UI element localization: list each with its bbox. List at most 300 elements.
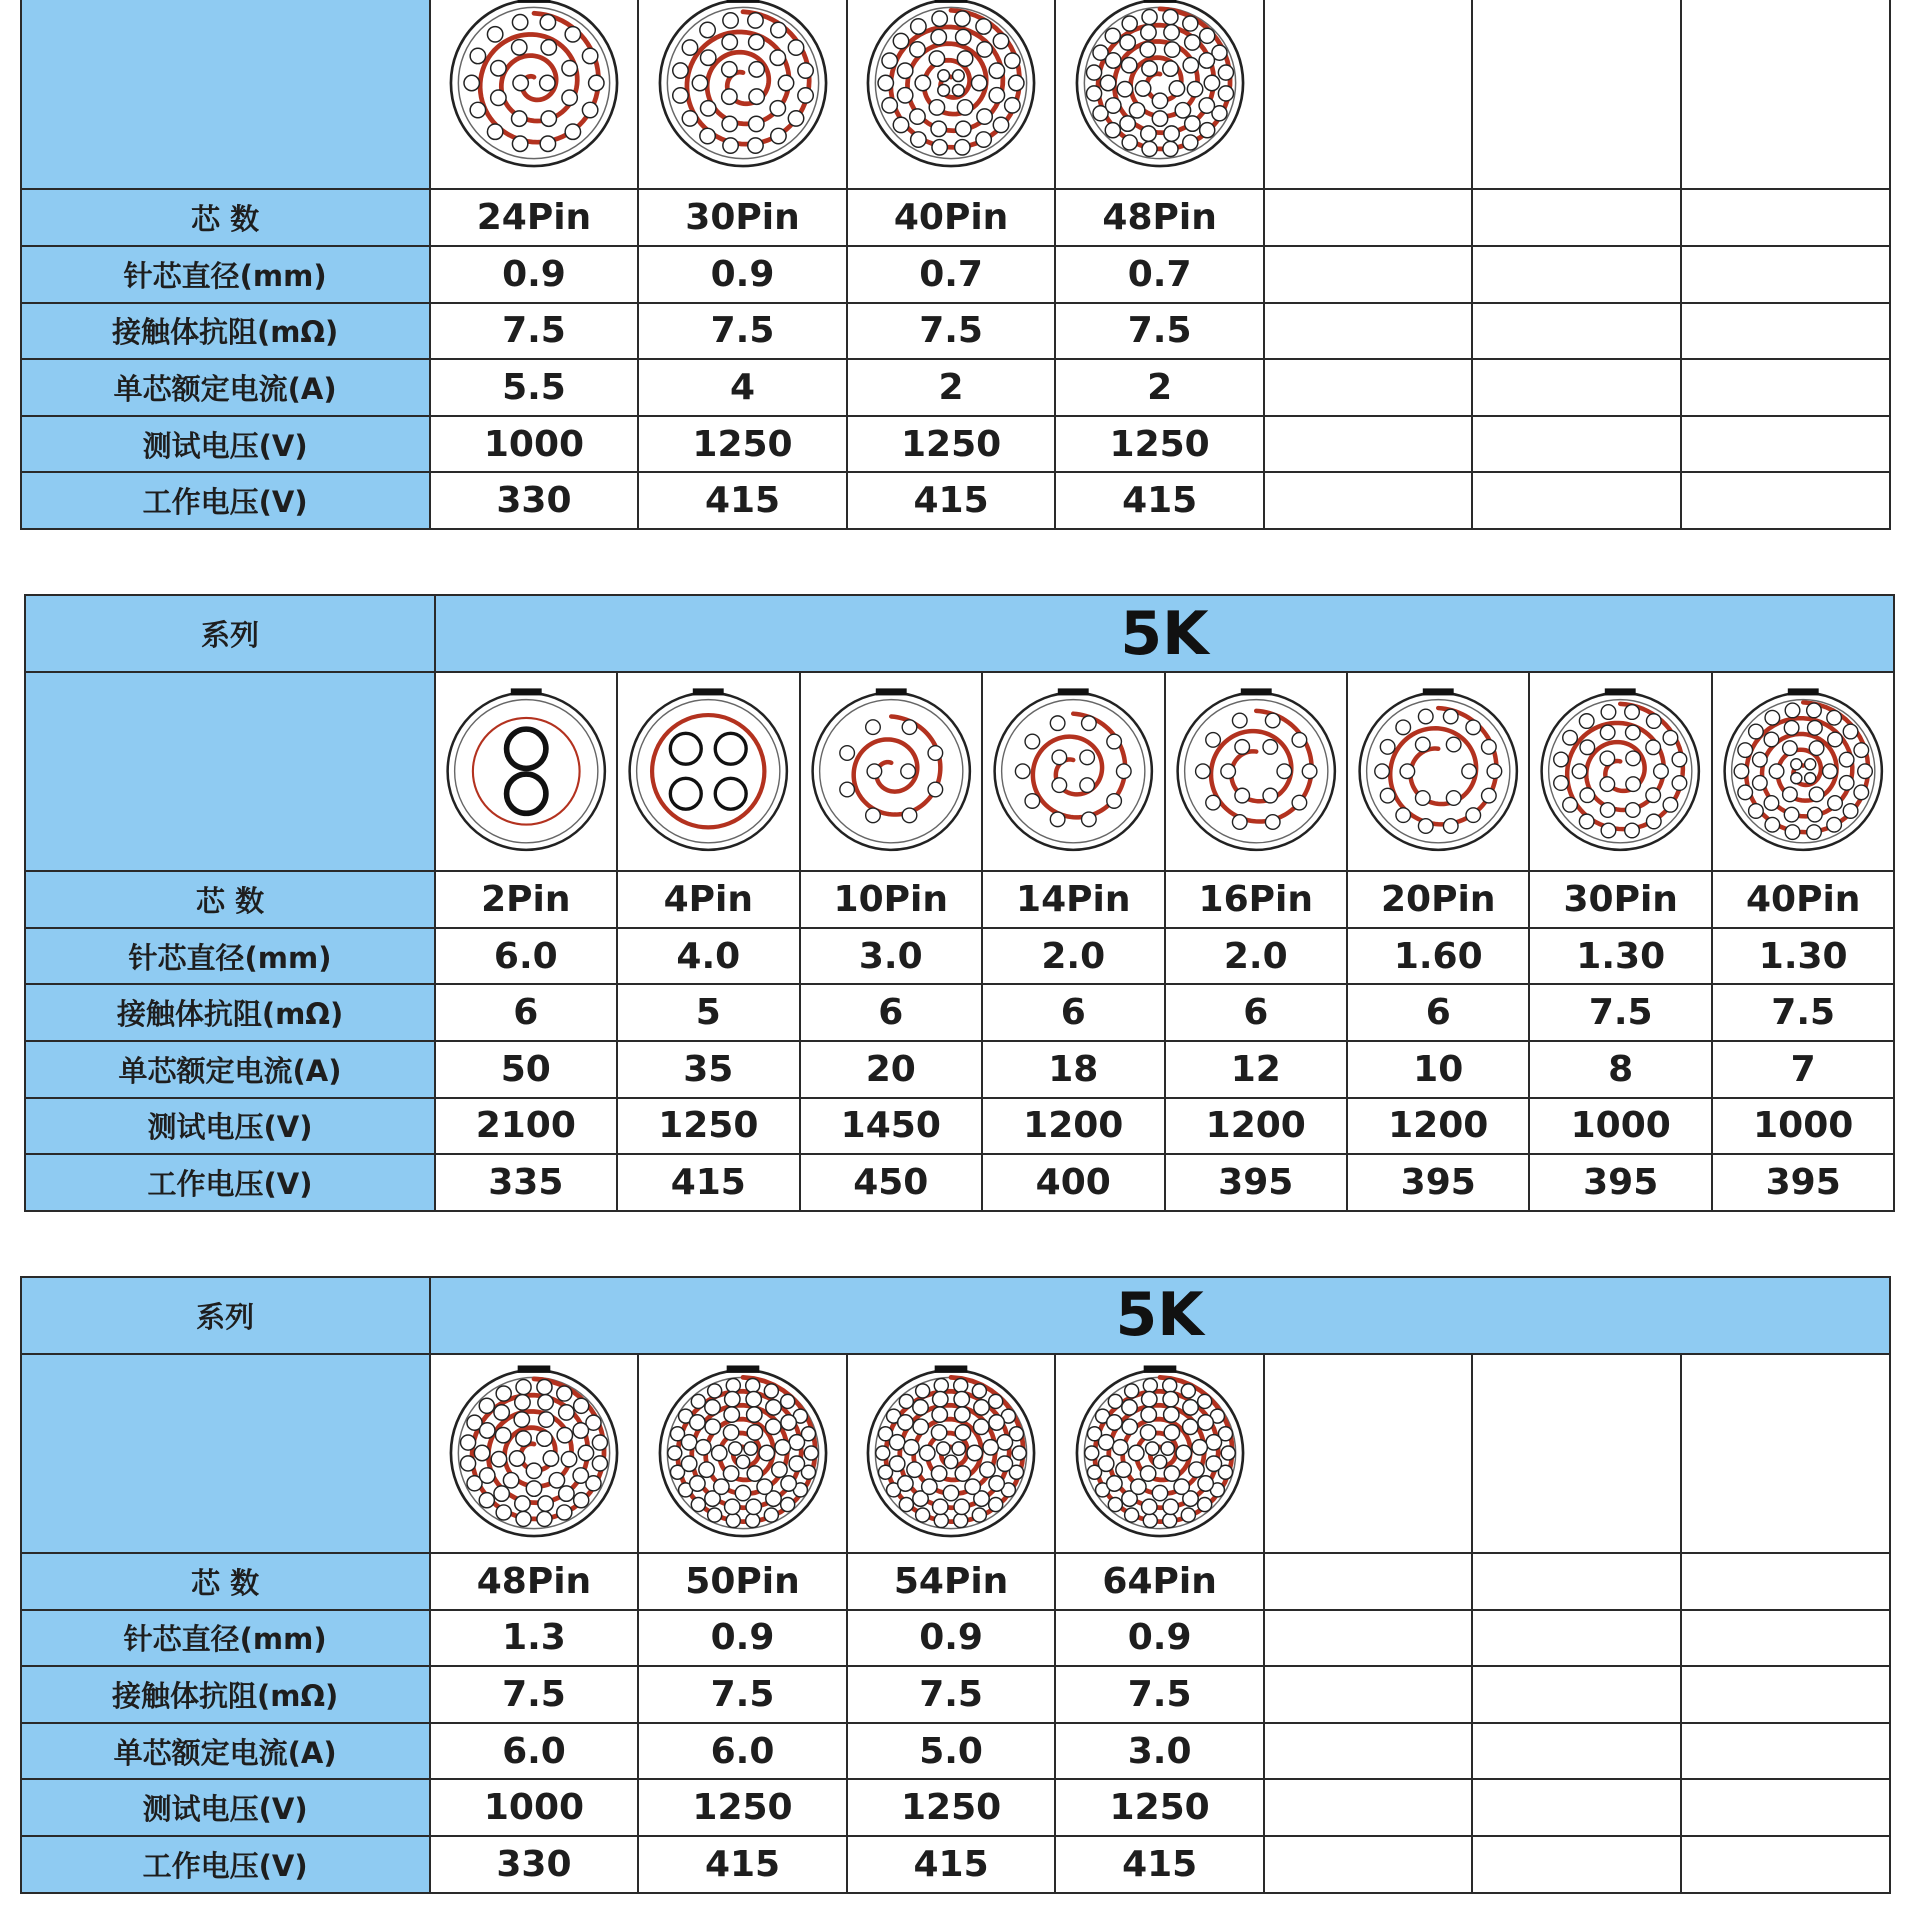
empty-cell: [1681, 1779, 1890, 1836]
row-label-working-voltage: 工作电压(V): [21, 1836, 430, 1893]
pin-contact: [715, 734, 746, 765]
empty-cell: [1264, 1723, 1473, 1780]
pin-contact: [1292, 795, 1307, 810]
pin-contact: [955, 1466, 970, 1481]
pin-contact: [724, 1499, 739, 1514]
pin-contact: [1098, 1435, 1113, 1450]
pin-contact: [511, 111, 526, 126]
pin-contact: [726, 1514, 740, 1528]
spec-value: 0.9: [430, 246, 639, 303]
empty-cell: [1472, 0, 1681, 189]
pin-contact: [509, 1451, 524, 1466]
pin-contact: [1580, 814, 1595, 829]
pin-contact: [1100, 75, 1115, 90]
pin-contact: [1164, 1466, 1179, 1481]
pin-contact: [516, 1431, 531, 1446]
pin-contact: [1086, 86, 1101, 101]
pin-contact: [1152, 1486, 1167, 1501]
key-notch: [875, 689, 906, 696]
pin-contact: [1664, 798, 1679, 813]
pin-contact: [470, 48, 485, 63]
pin-contact: [1302, 764, 1317, 779]
spec-row-pin-diameter: [25, 928, 1894, 985]
pin-contact: [516, 1512, 531, 1527]
pin-contact: [1005, 97, 1020, 112]
pin-contact: [748, 34, 763, 49]
pin-contact: [672, 63, 687, 78]
pin-contact: [1195, 764, 1210, 779]
spec-value: 415: [617, 1154, 799, 1211]
spec-value: 20Pin: [1347, 871, 1529, 928]
pin-contact: [1462, 764, 1477, 779]
pin-contact: [898, 63, 913, 78]
pin-contact: [974, 1400, 989, 1415]
pin-contact: [976, 132, 991, 147]
key-notch: [510, 689, 541, 696]
pin-contact: [1807, 825, 1822, 840]
pin-contact: [1161, 1442, 1174, 1455]
pin-contact: [900, 764, 915, 779]
pin-contact: [878, 75, 893, 90]
spec-value: 0.7: [847, 246, 1056, 303]
empty-cell: [1264, 1836, 1473, 1893]
pin-contact: [1115, 1462, 1130, 1477]
pin-contact: [1192, 1440, 1207, 1455]
pin-contact: [746, 1407, 761, 1422]
pin-contact: [977, 109, 992, 124]
pin-contact: [934, 1379, 948, 1393]
pinout-cell: [638, 1354, 847, 1553]
pin-contact: [1446, 737, 1461, 752]
connector-pinout-diagram: [807, 687, 975, 855]
empty-cell: [1472, 246, 1681, 303]
pin-contact: [957, 51, 972, 66]
pin-contact: [1265, 713, 1280, 728]
pin-contact: [931, 29, 946, 44]
pin-contact: [1122, 1419, 1137, 1434]
pin-contact: [910, 109, 925, 124]
spec-value: 2Pin: [435, 871, 617, 928]
pin-contact: [506, 774, 545, 813]
pin-contact: [1182, 16, 1197, 31]
pin-contact: [1050, 812, 1065, 827]
empty-cell: [1681, 359, 1890, 416]
key-notch: [1423, 689, 1454, 696]
connector-pinout-diagram: [445, 1364, 623, 1542]
pin-contact: [1162, 61, 1177, 76]
pin-contact: [932, 139, 947, 154]
empty-cell: [1681, 1836, 1890, 1893]
pin-contact: [1120, 116, 1135, 131]
pin-contact: [1580, 740, 1595, 755]
pin-contact: [1121, 57, 1136, 72]
spec-value: 2.0: [982, 928, 1164, 985]
pin-contact: [1015, 764, 1030, 779]
pin-contact: [1130, 1479, 1145, 1494]
pin-contact: [543, 1451, 558, 1466]
pin-contact: [1163, 1499, 1178, 1514]
pin-contact: [496, 1505, 511, 1520]
pinout-cell: [1529, 672, 1711, 871]
pin-contact: [954, 1514, 968, 1528]
pin-contact: [756, 1479, 771, 1494]
pin-contact: [723, 1466, 738, 1481]
spec-row-contact-resistance: [25, 984, 1894, 1041]
pin-contact: [1176, 1446, 1191, 1461]
pin-contact: [1082, 812, 1097, 827]
spec-value: 1.30: [1712, 928, 1894, 985]
spec-value: 1250: [847, 416, 1056, 473]
pin-contact: [1646, 788, 1661, 803]
pin-contact: [1012, 1446, 1026, 1460]
pin-contact: [1805, 773, 1816, 784]
pin-contact: [922, 1479, 937, 1494]
pin-contact: [1080, 778, 1095, 793]
pin-contact: [689, 1476, 704, 1491]
pin-contact: [1050, 716, 1065, 731]
empty-cell: [1681, 246, 1890, 303]
pin-contact: [974, 1419, 989, 1434]
pin-contact: [1107, 734, 1122, 749]
pin-contact: [954, 1499, 969, 1514]
key-notch: [1605, 689, 1636, 696]
pin-contact: [839, 782, 854, 797]
pin-contact: [1218, 65, 1233, 80]
connector-pinout-diagram: [862, 1364, 1040, 1542]
pin-contact: [1482, 740, 1497, 755]
key-notch: [1143, 0, 1176, 3]
pin-contact: [1625, 823, 1640, 838]
connector-pinout-diagram: [1719, 687, 1887, 855]
connector-pinout-diagram: [989, 687, 1157, 855]
pin-contact: [1181, 1508, 1195, 1522]
spec-row-test-voltage: [21, 1779, 1890, 1836]
pin-contact: [932, 11, 947, 26]
spec-value: 4Pin: [617, 871, 799, 928]
pin-contact: [1206, 1435, 1221, 1450]
pin-contact: [1769, 764, 1784, 779]
pin-contact: [722, 116, 737, 131]
pin-contact: [989, 63, 1004, 78]
pin-contact: [747, 1425, 762, 1440]
empty-cell: [1472, 189, 1681, 246]
pin-contact: [681, 1435, 696, 1450]
pin-contact: [1120, 35, 1135, 50]
pin-contact: [976, 19, 991, 34]
pin-contact: [561, 1452, 576, 1467]
pinout-cell: [800, 672, 982, 871]
pin-contact: [770, 50, 785, 65]
pin-contact: [526, 1463, 541, 1478]
pin-contact: [1673, 752, 1688, 767]
pin-contact: [537, 1431, 552, 1446]
pin-contact: [549, 1473, 564, 1488]
pin-contact: [1466, 808, 1481, 823]
key-notch: [518, 0, 551, 3]
pin-contact: [997, 1435, 1012, 1450]
pin-contact: [1163, 141, 1178, 156]
pin-contact: [1791, 773, 1802, 784]
pin-contact: [993, 33, 1008, 48]
pin-contact: [1752, 776, 1767, 791]
key-notch: [726, 1366, 759, 1373]
pin-contact: [1466, 720, 1481, 735]
pin-contact: [932, 1407, 947, 1422]
pin-contact: [953, 84, 965, 96]
pin-contact: [1082, 716, 1097, 731]
pin-contact: [955, 11, 970, 26]
pin-contact: [902, 808, 917, 823]
pin-contact: [487, 26, 502, 41]
pin-contact: [540, 136, 555, 151]
pin-contact: [1664, 731, 1679, 746]
pin-contact: [1108, 1498, 1122, 1512]
pin-contact: [1005, 53, 1020, 68]
pin-contact: [746, 1499, 761, 1514]
pinout-cell: [847, 1354, 1056, 1553]
spec-value: 1250: [1055, 416, 1264, 473]
row-label-contact-resistance: 接触体抗阻(mΩ): [21, 303, 430, 360]
pin-contact: [582, 102, 597, 117]
pin-contact: [1163, 9, 1178, 24]
pin-contact: [865, 808, 880, 823]
pin-contact: [562, 60, 577, 75]
pin-contact: [541, 111, 556, 126]
spec-value: 12: [1165, 1041, 1347, 1098]
pin-contact: [1086, 65, 1101, 80]
spec-value: 6: [435, 984, 617, 1041]
pin-contact: [1765, 711, 1780, 726]
spec-value: 7.5: [1712, 984, 1894, 1041]
empty-cell: [1472, 1666, 1681, 1723]
spec-value: 415: [847, 472, 1056, 529]
pin-contact: [1163, 1407, 1178, 1422]
pin-contact: [479, 1468, 494, 1483]
spec-value: 10Pin: [800, 871, 982, 928]
pin-contact: [1140, 1466, 1155, 1481]
pin-contact: [1025, 734, 1040, 749]
empty-cell: [1472, 1723, 1681, 1780]
pin-contact: [1163, 126, 1178, 141]
pin-contact: [491, 60, 506, 75]
pin-contact: [898, 1476, 913, 1491]
spec-value: 4: [638, 359, 847, 416]
pin-contact: [780, 1476, 795, 1491]
pin-contact: [724, 1407, 739, 1422]
pin-contact: [993, 117, 1008, 132]
spec-value: 5: [617, 984, 799, 1041]
pin-contact: [1380, 740, 1395, 755]
pin-contact: [890, 1435, 905, 1450]
pin-contact: [1446, 791, 1461, 806]
pin-contact: [1199, 122, 1214, 137]
pin-contact: [1673, 776, 1688, 791]
pin-contact: [1843, 804, 1858, 819]
pin-contact: [1808, 721, 1823, 736]
pinout-cell: [435, 672, 617, 871]
pin-contact: [515, 1395, 530, 1410]
pin-contact: [1198, 1476, 1213, 1491]
pin-contact: [788, 40, 803, 55]
pin-contact: [670, 734, 701, 765]
spec-value: 8: [1529, 1041, 1711, 1098]
pin-contact: [723, 1425, 738, 1440]
spec-value: 1.3: [430, 1610, 639, 1667]
pin-contact: [1418, 709, 1433, 724]
row-label-pins: 芯 数: [21, 189, 430, 246]
pin-contact: [989, 1498, 1003, 1512]
pin-contact: [1805, 759, 1816, 770]
pin-contact: [1106, 1415, 1121, 1430]
pin-contact: [479, 1423, 494, 1438]
pin-contact: [479, 1493, 494, 1508]
pin-contact: [495, 1428, 510, 1443]
row-label-contact-resistance: 接触体抗阻(mΩ): [21, 1666, 430, 1723]
pin-contact: [699, 22, 714, 37]
pin-contact: [759, 1446, 774, 1461]
pin-contact: [1153, 1455, 1166, 1468]
pin-contact: [1141, 61, 1156, 76]
pin-contact: [770, 22, 785, 37]
spec-value: 6.0: [435, 928, 617, 985]
pin-contact: [1277, 764, 1292, 779]
pin-contact: [1105, 28, 1120, 43]
pin-contact: [1396, 808, 1411, 823]
pin-contact: [707, 1508, 721, 1522]
spec-value: 1450: [800, 1098, 982, 1155]
pin-contact: [1108, 1395, 1122, 1409]
pin-contact: [722, 13, 737, 28]
pin-contact: [1232, 713, 1247, 728]
pin-contact: [746, 1392, 761, 1407]
pin-contact: [882, 97, 897, 112]
spec-row-test-voltage: [21, 416, 1890, 473]
pin-contact: [1601, 803, 1616, 818]
pin-contact: [1764, 732, 1779, 747]
pin-contact: [955, 139, 970, 154]
pin-contact: [1854, 785, 1869, 800]
pin-contact: [537, 1380, 552, 1395]
spec-value: 30Pin: [638, 189, 847, 246]
pin-contact: [1140, 126, 1155, 141]
empty-cell: [1264, 189, 1473, 246]
empty-cell: [1681, 1354, 1890, 1553]
spec-row-working-voltage: [25, 1154, 1894, 1211]
pin-contact: [804, 1446, 818, 1460]
spec-value: 2: [1055, 359, 1264, 416]
pin-contact: [538, 1395, 553, 1410]
pin-contact: [699, 128, 714, 143]
pin-contact: [1626, 725, 1641, 740]
pin-contact: [562, 90, 577, 105]
pin-contact: [514, 1412, 529, 1427]
pin-contact: [1262, 740, 1277, 755]
pin-contact: [956, 29, 971, 44]
pin-contact: [736, 1455, 749, 1468]
spec-value: 1000: [1712, 1098, 1894, 1155]
pin-contact: [573, 1468, 588, 1483]
spec-value: 2100: [435, 1098, 617, 1155]
spec-value: 30Pin: [1529, 871, 1711, 928]
pin-contact: [931, 1425, 946, 1440]
spec-value: 3.0: [1055, 1723, 1264, 1780]
pin-contact: [1121, 1400, 1136, 1415]
pin-contact: [747, 1466, 762, 1481]
pin-contact: [721, 89, 736, 104]
connector-pinout-diagram: [1172, 687, 1340, 855]
pin-contact: [1573, 764, 1588, 779]
pin-contact: [526, 1481, 541, 1496]
spec-value: 2: [847, 359, 1056, 416]
pin-contact: [1098, 1456, 1113, 1471]
pin-contact: [1580, 788, 1595, 803]
pin-contact: [839, 746, 854, 761]
pin-contact: [1218, 86, 1233, 101]
spec-value: 6: [1347, 984, 1529, 1041]
pinout-cell: [430, 0, 639, 189]
pin-contact: [692, 75, 707, 90]
pin-contact: [954, 1392, 969, 1407]
pin-contact: [1184, 116, 1199, 131]
pin-contact: [928, 782, 943, 797]
pin-contact: [937, 1442, 950, 1455]
pin-contact: [1654, 764, 1669, 779]
pin-contact: [1112, 1440, 1127, 1455]
pin-contact: [1182, 1419, 1197, 1434]
connector-pinout-diagram: [1354, 687, 1522, 855]
empty-cell: [1681, 303, 1890, 360]
pin-contact: [538, 1496, 553, 1511]
row-label-working-voltage: 工作电压(V): [25, 1154, 434, 1211]
spec-value: 48Pin: [1055, 189, 1264, 246]
spec-value: 0.9: [847, 1610, 1056, 1667]
pin-contact: [1164, 1425, 1179, 1440]
spec-value: 7.5: [430, 1666, 639, 1723]
pin-contact: [745, 1379, 759, 1393]
pin-contact: [944, 1455, 957, 1468]
pin-contact: [1828, 796, 1843, 811]
pin-contact: [1234, 788, 1249, 803]
pin-contact: [972, 1384, 986, 1398]
pin-contact: [1601, 777, 1616, 792]
pin-contact: [1823, 764, 1838, 779]
pin-contact: [1183, 57, 1198, 72]
pin-contact: [1143, 1514, 1157, 1528]
pin-contact: [898, 1415, 913, 1430]
pin-contact: [929, 100, 944, 115]
pin-contact: [1375, 764, 1390, 779]
pin-contact: [722, 138, 737, 153]
pin-contact: [771, 1462, 786, 1477]
pin-contact: [1487, 764, 1502, 779]
pin-contact: [745, 1514, 759, 1528]
pin-contact: [1199, 53, 1214, 68]
spec-value: 1250: [638, 416, 847, 473]
spec-row-contact-resistance: [21, 303, 1890, 360]
pin-contact: [1626, 751, 1641, 766]
pin-contact: [711, 1446, 726, 1461]
spec-value: 330: [430, 1836, 639, 1893]
pin-contact: [1415, 737, 1430, 752]
pin-contact: [592, 1456, 607, 1471]
spec-row-pins: [21, 1553, 1890, 1610]
pin-contact: [592, 1435, 607, 1450]
pin-contact: [713, 1479, 728, 1494]
pin-contact: [582, 48, 597, 63]
pin-contact: [1601, 751, 1616, 766]
pin-contact: [1175, 102, 1190, 117]
pin-contact: [1080, 750, 1095, 765]
